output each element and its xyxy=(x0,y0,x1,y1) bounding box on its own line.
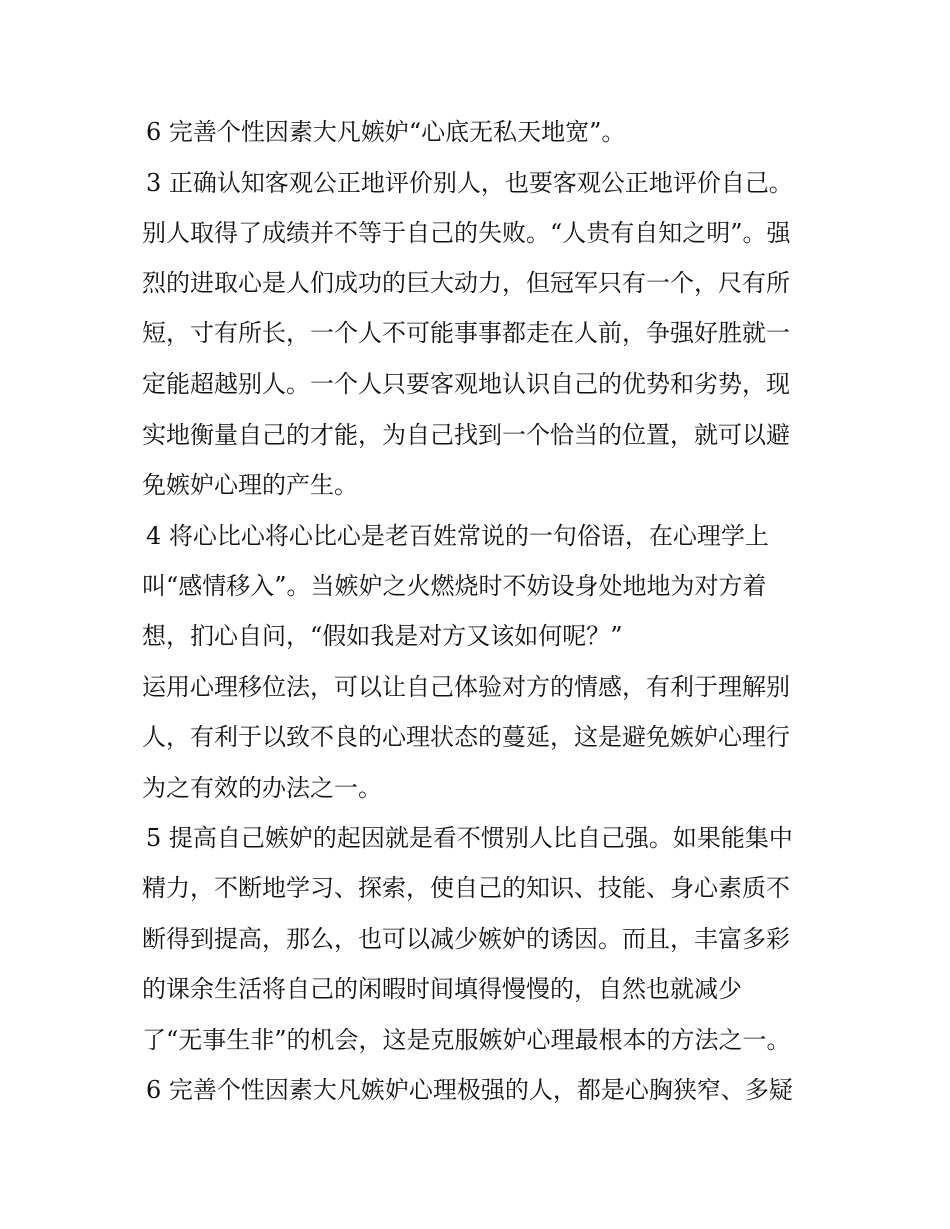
text-line: 4 将心比心将心比心是老百姓常说的一句俗语，在心理学上 xyxy=(146,522,769,550)
text-line: 免嫉妒心理的产生。 xyxy=(142,471,358,499)
text-line: 的课余生活将自己的闲暇时间填得慢慢的，自然也就减少 xyxy=(142,975,742,1003)
text-line: 断得到提高，那么，也可以减少嫉妒的诱因。而且，丰富多彩 xyxy=(142,925,790,953)
text-line: 精力，不断地学习、探索，使自己的知识、技能、身心素质不 xyxy=(142,874,790,902)
text-line: 了“无事生非”的机会，这是克服嫉妒心理最根本的方法之一。 xyxy=(142,1026,791,1054)
text-line: 别人取得了成绩并不等于自己的失败。“人贵有自知之明”。强 xyxy=(142,219,791,247)
text-line: 3 正确认知客观公正地评价别人，也要客观公正地评价自己。 xyxy=(146,169,793,197)
text-line: 6 完善个性因素大凡嫉妒心理极强的人，都是心胸狭窄、多疑 xyxy=(146,1076,793,1104)
text-line: 短，寸有所长，一个人不可能事事都走在人前，争强好胜就一 xyxy=(142,319,790,347)
text-line: 烈的进取心是人们成功的巨大动力，但冠军只有一个，尺有所 xyxy=(142,269,790,297)
text-line: 想，扪心自问，“假如我是对方又该如何呢？” xyxy=(142,622,623,650)
text-line: 6 完善个性因素大凡嫉妒“心底无私天地宽”。 xyxy=(146,118,626,146)
text-line: 定能超越别人。一个人只要客观地认识自己的优势和劣势，现 xyxy=(142,370,790,398)
text-line: 实地衡量自己的才能，为自己找到一个恰当的位置，就可以避 xyxy=(142,421,790,449)
text-line: 为之有效的办法之一。 xyxy=(142,774,382,802)
text-line: 运用心理移位法，可以让自己体验对方的情感，有利于理解别 xyxy=(142,673,790,701)
text-line: 叫“感情移入”。当嫉妒之火燃烧时不妨设身处地地为对方着 xyxy=(142,572,767,600)
text-line: 5 提高自己嫉妒的起因就是看不惯别人比自己强。如果能集中 xyxy=(146,824,793,852)
text-line: 人，有利于以致不良的心理状态的蔓延，这是避免嫉妒心理行 xyxy=(142,723,790,751)
